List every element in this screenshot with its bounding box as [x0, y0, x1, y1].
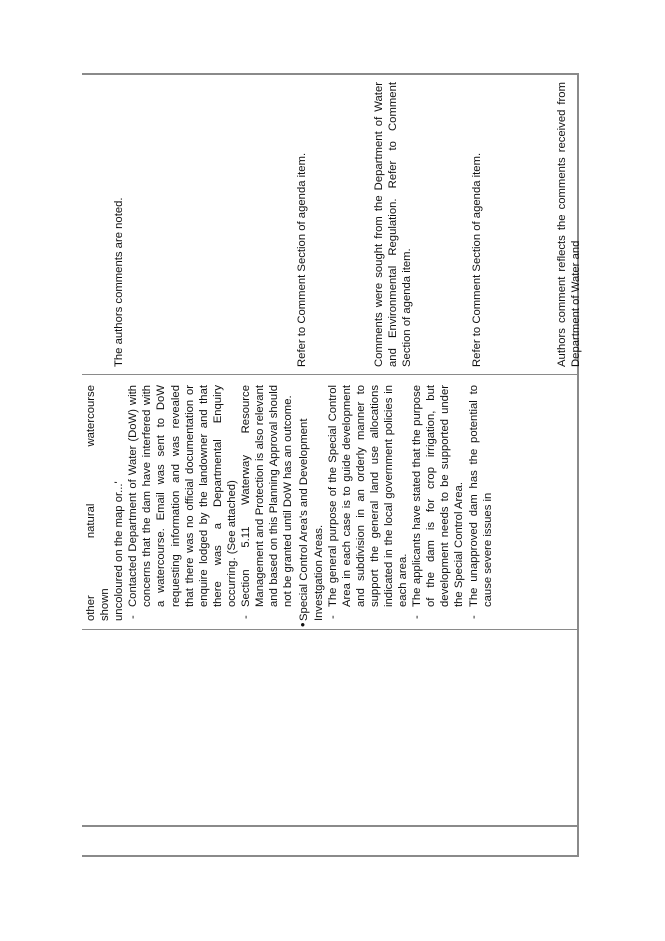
dash-marker: - [326, 615, 339, 619]
dash-marker: - [467, 615, 480, 619]
lead-line-2: uncoloured on the map or...' [113, 481, 126, 621]
bullet-marker: • [295, 622, 311, 627]
list-item [467, 385, 495, 621]
bullet-heading [295, 385, 325, 627]
list-item-text: Section 5.11 Waterway Resource Management and Protection is also relevant and based on this Planning Approval should not be granted until DoW has an outcome. [240, 385, 295, 607]
dash-marker: - [240, 615, 253, 619]
response-5: Authors comment reflects the comments received from Department of Water and [555, 82, 582, 367]
dash-marker: - [127, 615, 140, 619]
submissions-table [82, 73, 582, 857]
bullet-heading-text: Special Control Area's and Development Investgation Areas. [298, 418, 325, 621]
response-3: Comments were sought from the Department of Water and Environmental Regulation. Refer to Comment Section of agenda item. [373, 82, 414, 367]
list-item-text: The applicants have stated that the purpose of the dam is for crop irrigation, but development needs to be supported under the Special Control Area. [411, 385, 466, 607]
list-item-text: The general purpose of the Special Control Area in each case is to guide development and subdivision in an orderly manner to support the general land use allocations indicated in the local government policies in each area. [326, 385, 410, 607]
list-item-text: The unapproved dam has the potential to cause severe issues in [467, 385, 494, 607]
list-item-text: Contacted Department of Water (DoW) with concerns that the dam have interfered with a watercourse. Email was sent to DoW requesting information and was revealed that there was no official documentation or enquire lodged by the landowner and that there was a Departmental Enquiry occurring. (See attached) [127, 385, 238, 607]
officer-response-cell [82, 73, 582, 374]
submission-comments-cell [82, 374, 579, 629]
list-item [326, 385, 411, 621]
response-2: Refer to Comment Section of agenda item. [296, 152, 309, 367]
list-item [410, 385, 466, 621]
response-4: Refer to Comment Section of agenda item. [471, 152, 484, 367]
lead-line-1: other natural watercourse shown [85, 385, 112, 621]
response-1: The authors comments are noted. [113, 197, 125, 367]
list-item [126, 385, 239, 621]
table-column-blank-wide [82, 629, 579, 825]
dash-marker: - [411, 615, 424, 619]
table-column-blank-narrow [82, 825, 579, 857]
list-item [239, 385, 295, 621]
